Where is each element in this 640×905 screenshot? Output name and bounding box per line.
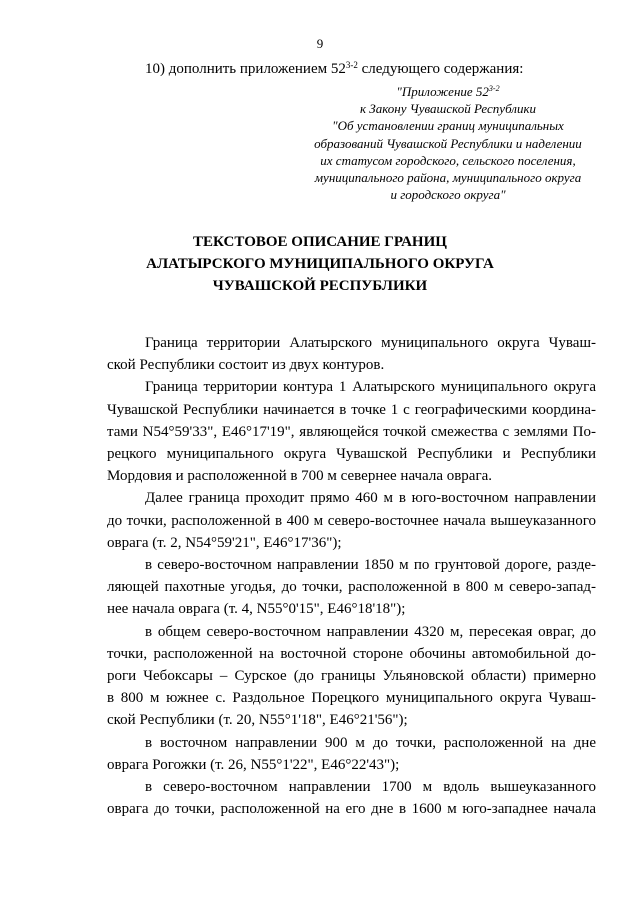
paragraph	[107, 554, 596, 621]
text-line: оврага до точки, расположенной на его дне в 1600 м юго-западнее начала	[107, 801, 596, 818]
title-line: ТЕКСТОВОЕ ОПИСАНИЕ ГРАНИЦ	[193, 234, 447, 250]
paragraph	[107, 487, 596, 554]
text-line: нее начала оврага (т. 4, N55°0'15", E46°18'18");	[107, 601, 406, 618]
text-line: точки, расположенной на восточной стороне обочины автомобильной до-	[107, 645, 596, 662]
text-line: оврага (т. 2, N54°59'21", E46°17'36");	[107, 534, 342, 551]
appendix-line: образований Чувашской Республики и наделении	[314, 135, 582, 151]
amendment-superscript: 3-2	[345, 60, 358, 70]
text-line: рецкого муниципального округа Чувашской Республики и Республики	[107, 446, 596, 463]
text-line: оврага Рогожки (т. 26, N55°1'22", E46°22'43");	[107, 756, 400, 773]
paragraph	[107, 776, 596, 820]
text-line: до точки, расположенной в 400 м северо-восточнее начала вышеуказанного	[107, 512, 596, 529]
text-line: Граница территории контура 1 Алатырского муниципального округа	[145, 379, 596, 396]
text-line: ляющей пахотные угодья, до точки, расположенной в 800 м северо-запад-	[107, 579, 596, 596]
appendix-title: "Приложение 52	[396, 84, 489, 99]
appendix-line: муниципального района, муниципального округа	[314, 170, 582, 186]
text-line: в общем северо-восточном направлении 4320 м, пересекая овраг, до	[145, 623, 596, 640]
appendix-line: и городского округа"	[390, 187, 506, 203]
title-line: ЧУВАШСКОЙ РЕСПУБЛИКИ	[212, 278, 428, 294]
text-line: Чувашской Республики начинается в точке 1 с географическими координа-	[107, 401, 596, 418]
appendix-superscript: 3-2	[488, 84, 500, 93]
text-line: в 800 м южнее с. Раздольное Порецкого муниципального округа Чуваш-	[107, 690, 596, 707]
text-line: роги Чебоксары – Сурское (до границы Ульяновской области) примерно	[107, 668, 596, 685]
appendix-line: "Об установлении границ муниципальных	[332, 118, 564, 134]
document-title	[0, 231, 640, 297]
text-line: ской Республики (т. 20, N55°1'18", E46°21'56");	[107, 712, 408, 729]
text-line: в северо-восточном направлении 1850 м по грунтовой дороге, разде-	[145, 557, 596, 574]
appendix-header	[268, 80, 628, 203]
paragraph	[107, 376, 596, 487]
document-body	[107, 332, 596, 820]
amendment-text: 10) дополнить приложением 52	[145, 61, 346, 77]
text-line: Далее граница проходит прямо 460 м в юго-восточном направлении	[145, 490, 596, 507]
paragraph	[107, 621, 596, 732]
amendment-clause	[145, 60, 523, 78]
text-line: тами N54°59'33", E46°17'19", являющейся точкой смежества с землями По-	[107, 423, 596, 440]
appendix-line: их статусом городского, сельского поселения,	[320, 152, 576, 168]
appendix-line	[268, 80, 628, 100]
amendment-text-end: следующего содержания:	[357, 61, 524, 77]
paragraph	[107, 332, 596, 376]
text-line: Мордовия и расположенной в 700 м севернее начала оврага.	[107, 468, 493, 485]
text-line: в северо-восточном направлении 1700 м вдоль вышеуказанного	[145, 779, 596, 796]
text-line: ской Республики состоит из двух контуров.	[107, 357, 385, 374]
paragraph	[107, 732, 596, 776]
page-number: 9	[316, 36, 324, 51]
appendix-line: к Закону Чувашской Республики	[359, 101, 537, 117]
title-line: АЛАТЫРСКОГО МУНИЦИПАЛЬНОГО ОКРУГА	[146, 256, 494, 272]
text-line: Граница территории Алатырского муниципального округа Чуваш-	[145, 335, 596, 351]
text-line: в восточном направлении 900 м до точки, расположенной на дне	[145, 734, 596, 751]
